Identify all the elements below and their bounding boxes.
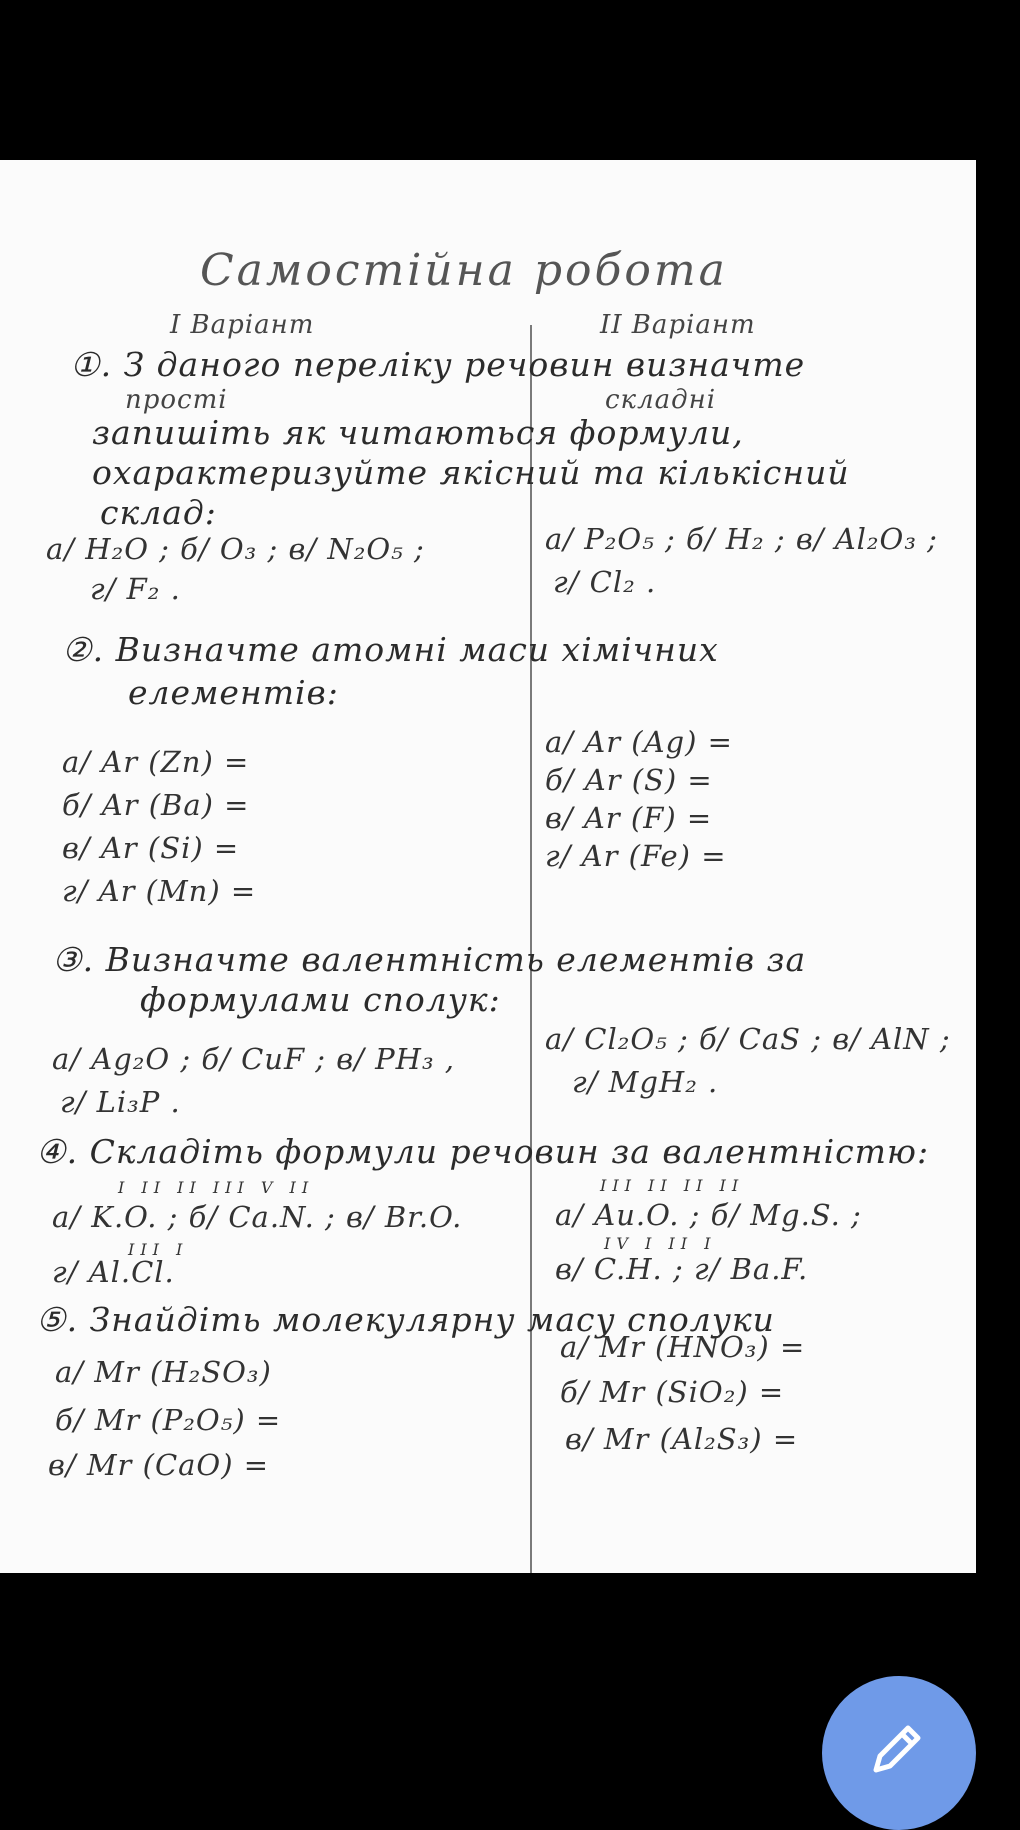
q5-variant2-item: а/ Mr (HNO₃) = (560, 1330, 806, 1364)
variant-2-heading: II Варіант (600, 310, 756, 340)
q5-line1: ⑤. Знайдіть молекулярну масу сполуки (36, 1300, 775, 1339)
pencil-icon (862, 1714, 932, 1784)
q1-variant1-formulas: а/ H₂O ; б/ O₃ ; в/ N₂O₅ ; (46, 532, 425, 566)
q3-line2: формулами сполук: (140, 980, 501, 1019)
q1-variant1-formulas-2: г/ F₂ . (90, 572, 181, 606)
q2-line1: ②. Визначте атомні маси хімічних (62, 630, 719, 669)
q4-variant1-formulas-2: г/ Al.Cl. (52, 1255, 175, 1289)
q2-variant1-item: г/ Ar (Mn) = (62, 874, 257, 908)
q1-line2: запишіть як читаються формули, (92, 413, 744, 452)
q1-line4: склад: (100, 493, 217, 532)
q1-variant1-word: прості (125, 385, 228, 415)
q2-variant1-item: а/ Ar (Zn) = (62, 745, 250, 779)
q1-line3: охарактеризуйте якісний та кількісний (92, 453, 850, 492)
q4-variant2-formulas: а/ Au.O. ; б/ Mg.S. ; (555, 1198, 862, 1232)
q2-variant1-item: б/ Ar (Ba) = (62, 788, 250, 822)
q5-variant1-item: б/ Mr (P₂O₅) = (55, 1403, 282, 1437)
q1-variant2-formulas-2: г/ Cl₂ . (553, 565, 657, 599)
q4-variant1-valences-2: III I (128, 1240, 189, 1259)
q4-variant1-formulas: а/ K.O. ; б/ Ca.N. ; в/ Br.O. (52, 1200, 463, 1234)
worksheet-page (0, 160, 976, 1573)
q5-variant1-item: а/ Mr (H₂SO₃) (55, 1355, 272, 1389)
q4-variant2-valences: III II II II (600, 1176, 745, 1195)
q4-variant2-valences-2: IV I II I (604, 1234, 717, 1253)
q2-variant2-item: а/ Ar (Ag) = (545, 725, 733, 759)
q4-line1: ④. Складіть формули речовин за валентністю: (36, 1132, 930, 1171)
q2-line2: елементів: (128, 673, 339, 712)
edit-button[interactable] (822, 1676, 976, 1830)
q1-variant2-word: складні (605, 385, 717, 415)
q5-variant2-item: в/ Mr (Al₂S₃) = (565, 1422, 799, 1456)
q1-line1: ①. З даного переліку речовин визначте (70, 345, 806, 384)
q3-variant2-formulas-2: г/ MgH₂ . (572, 1065, 719, 1099)
q3-variant2-formulas: а/ Cl₂O₅ ; б/ CaS ; в/ AlN ; (545, 1022, 951, 1056)
q2-variant2-item: б/ Ar (S) = (545, 763, 713, 797)
q5-variant2-item: б/ Mr (SiO₂) = (560, 1375, 785, 1409)
q4-variant2-formulas-2: в/ C.H. ; г/ Ba.F. (555, 1252, 809, 1286)
q2-variant1-item: в/ Ar (Si) = (62, 831, 240, 865)
q2-variant2-item: в/ Ar (F) = (545, 801, 713, 835)
q3-variant1-formulas: а/ Ag₂O ; б/ CuF ; в/ PH₃ , (52, 1042, 456, 1076)
q3-variant1-formulas-2: г/ Li₃P . (60, 1085, 181, 1119)
q5-variant1-item: в/ Mr (CaO) = (48, 1448, 270, 1482)
q1-variant2-formulas: а/ P₂O₅ ; б/ H₂ ; в/ Al₂O₃ ; (545, 522, 938, 556)
q3-line1: ③. Визначте валентність елементів за (52, 940, 807, 979)
variant-1-heading: I Варіант (170, 310, 315, 340)
q2-variant2-item: г/ Ar (Fe) = (545, 839, 727, 873)
worksheet-title: Самостійна робота (200, 245, 728, 296)
q4-variant1-valences: I II II III V II (118, 1178, 315, 1197)
